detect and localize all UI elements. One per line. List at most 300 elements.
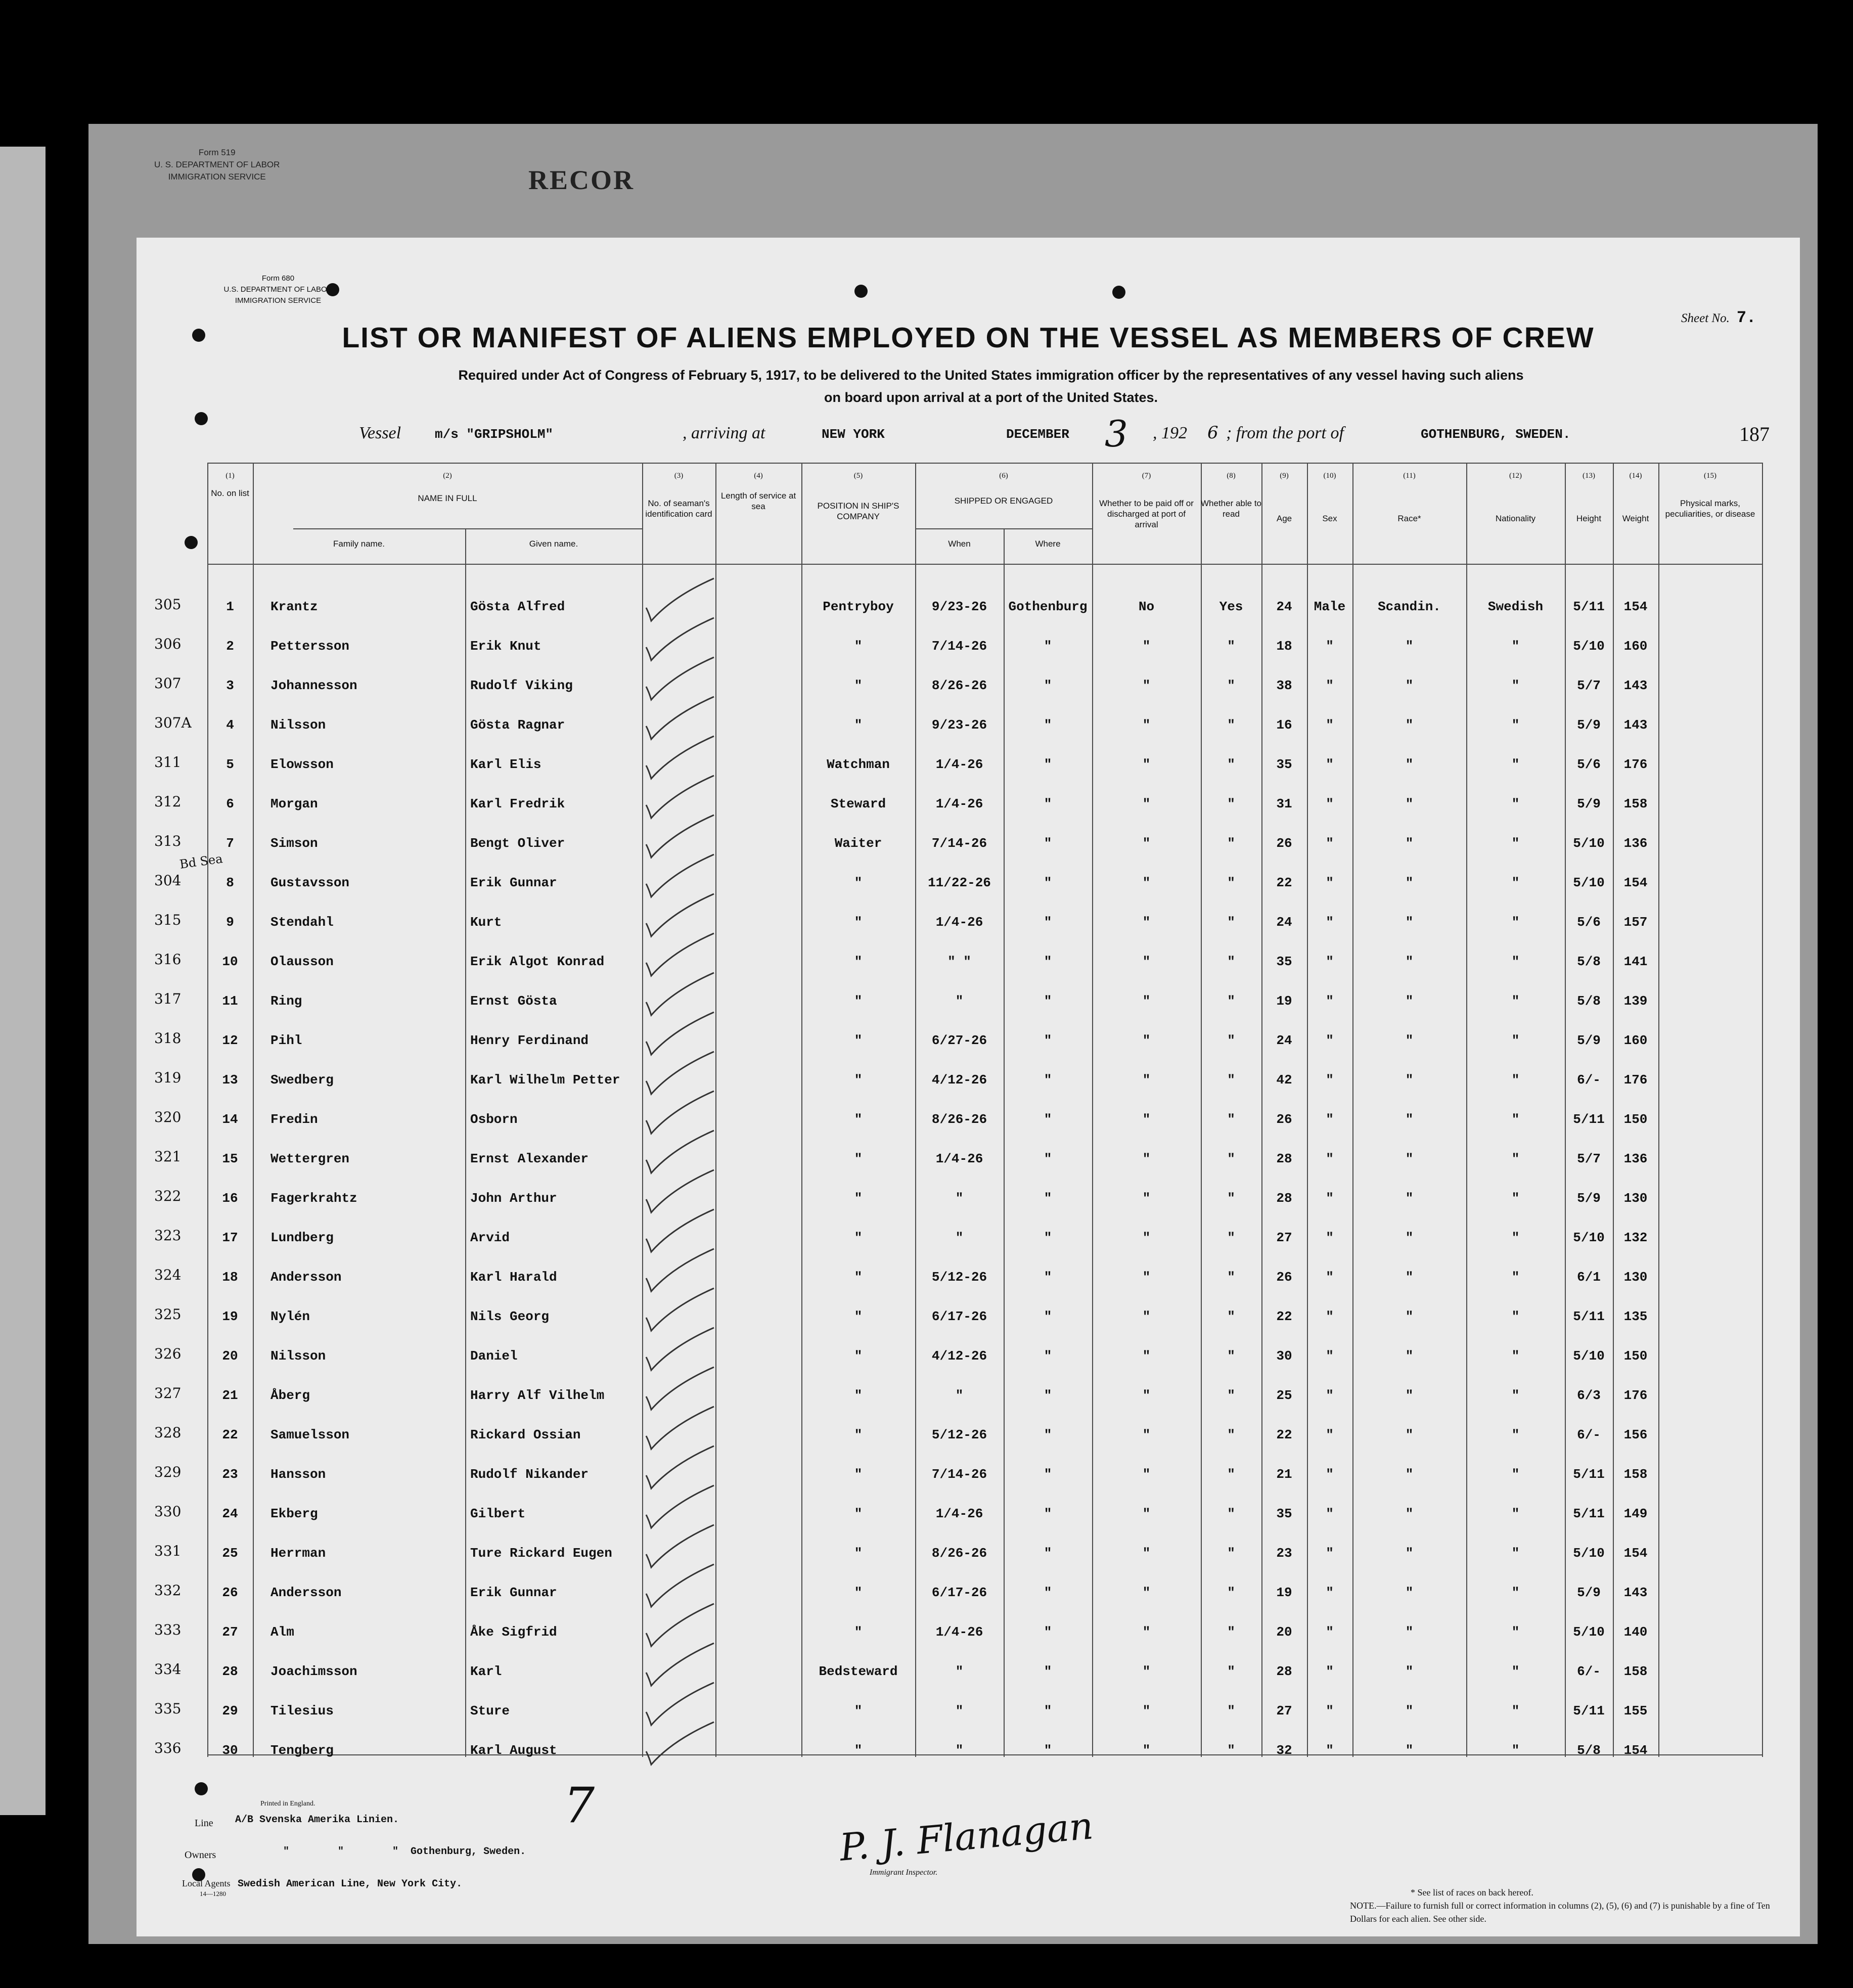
manifest-page [137, 238, 1800, 1936]
able-to-read: " [1227, 1270, 1235, 1285]
position: " [854, 993, 863, 1009]
margin-reference-number: 322 [154, 1188, 182, 1204]
race: " [1405, 1467, 1414, 1482]
row-number: 4 [226, 717, 234, 733]
able-to-read: " [1227, 1467, 1235, 1482]
given-name: Karl August [470, 1743, 557, 1758]
sheet-number-label: Sheet No. [1681, 311, 1730, 325]
position: " [854, 1506, 863, 1521]
row-number: 27 [222, 1624, 238, 1640]
given-name: Erik Algot Konrad [470, 954, 605, 969]
family-name: Alm [270, 1624, 294, 1640]
shipped-when: " [955, 1664, 964, 1679]
able-to-read: " [1227, 1033, 1235, 1048]
height: 5/6 [1577, 915, 1601, 930]
able-to-read: " [1227, 1309, 1235, 1324]
race: " [1405, 875, 1414, 890]
row-number: 14 [222, 1112, 238, 1127]
shipped-when: 9/23-26 [931, 599, 987, 614]
table-rule [1352, 463, 1353, 1757]
height: 5/11 [1573, 599, 1605, 614]
able-to-read: " [1227, 836, 1235, 851]
position: Steward [830, 796, 886, 811]
nationality: " [1511, 836, 1520, 851]
shipped-where: " [1044, 1112, 1052, 1127]
age: 28 [1276, 1151, 1292, 1166]
shipped-where: " [1044, 1467, 1052, 1482]
nationality: " [1511, 993, 1520, 1009]
race: " [1405, 1664, 1414, 1679]
nationality: " [1511, 1072, 1520, 1088]
shipped-where: " [1044, 1664, 1052, 1679]
margin-reference-number: 320 [154, 1109, 182, 1125]
table-rule [801, 463, 802, 1757]
sex: " [1326, 1664, 1334, 1679]
header-given-name: Given name. [529, 539, 578, 549]
weight: 149 [1623, 1506, 1648, 1521]
race: " [1405, 1191, 1414, 1206]
shipped-where: " [1044, 1624, 1052, 1640]
age: 23 [1276, 1546, 1292, 1561]
weight: 155 [1623, 1703, 1648, 1719]
height: 6/3 [1577, 1388, 1601, 1403]
nationality: " [1511, 1191, 1520, 1206]
table-rule [1762, 463, 1763, 1757]
shipped-when: 1/4-26 [935, 915, 983, 930]
shipped-where: " [1044, 678, 1052, 693]
header-paid-off: Whether to be paid off or discharged at port of arrival [1099, 499, 1194, 529]
column-number: (13) [1583, 472, 1595, 480]
given-name: Kurt [470, 915, 502, 930]
agents-value: Swedish American Line, New York City. [238, 1878, 463, 1890]
age: 35 [1276, 1506, 1292, 1521]
height: 5/8 [1577, 993, 1601, 1009]
nationality: " [1511, 717, 1520, 733]
given-name: Gösta Alfred [470, 599, 565, 614]
row-number: 29 [222, 1703, 238, 1719]
shipped-where: " [1044, 1703, 1052, 1719]
margin-reference-number: 306 [154, 636, 182, 652]
weight: 160 [1623, 639, 1648, 654]
sex: " [1326, 875, 1334, 890]
paid-off: " [1142, 1467, 1151, 1482]
shipped-when: 7/14-26 [931, 836, 987, 851]
margin-reference-number: 326 [154, 1345, 182, 1362]
age: 19 [1276, 1585, 1292, 1600]
position: " [854, 1151, 863, 1166]
race: " [1405, 678, 1414, 693]
table-rule [1466, 463, 1467, 1757]
table-rule [253, 463, 254, 1757]
year-prefix: , 192 [1153, 424, 1187, 442]
given-name: Erik Knut [470, 639, 541, 654]
height: 6/- [1577, 1427, 1601, 1442]
table-rule [465, 528, 466, 1757]
weight: 132 [1623, 1230, 1648, 1245]
given-name: Nils Georg [470, 1309, 550, 1324]
position: " [854, 1703, 863, 1719]
shipped-when: 1/4-26 [935, 1151, 983, 1166]
row-number: 2 [226, 639, 234, 654]
age: 28 [1276, 1191, 1292, 1206]
age: 31 [1276, 796, 1292, 811]
family-name: Elowsson [270, 757, 334, 772]
family-name: Morgan [270, 796, 318, 811]
race: " [1405, 1585, 1414, 1600]
given-name: Ernst Gösta [470, 993, 557, 1009]
column-number: (14) [1629, 472, 1642, 480]
punch-hole [185, 536, 198, 549]
paid-off: " [1142, 1191, 1151, 1206]
sheet-number-value: 7. [1736, 308, 1756, 327]
row-number: 28 [222, 1664, 238, 1679]
column-number: (15) [1704, 472, 1716, 480]
underlying-form-header [154, 147, 280, 183]
sex: " [1326, 639, 1334, 654]
shipped-when: " [955, 1703, 964, 1719]
header-when: When [948, 539, 971, 549]
family-name: Pettersson [270, 639, 350, 654]
paid-off: " [1142, 1309, 1151, 1324]
shipped-when: 9/23-26 [931, 717, 987, 733]
margin-reference-number: 330 [154, 1503, 182, 1520]
paid-off: " [1142, 1506, 1151, 1521]
margin-reference-number: 311 [154, 754, 182, 771]
shipped-when: 7/14-26 [931, 1467, 987, 1482]
race: Scandin. [1378, 599, 1441, 614]
weight: 141 [1623, 954, 1648, 969]
position: " [854, 678, 863, 693]
position: " [854, 954, 863, 969]
nationality: " [1511, 875, 1520, 890]
race: " [1405, 1427, 1414, 1442]
footer-notes [1350, 1886, 1785, 1925]
shipped-when: 8/26-26 [931, 678, 987, 693]
column-number: (11) [1403, 472, 1416, 480]
family-name: Ekberg [270, 1506, 318, 1521]
margin-reference-number: 332 [154, 1582, 182, 1599]
margin-reference-number: 323 [154, 1227, 182, 1244]
checkmark-icon [642, 1720, 718, 1768]
nationality: " [1511, 678, 1520, 693]
weight: 140 [1623, 1624, 1648, 1640]
table-rule [1092, 463, 1093, 1757]
paid-off: " [1142, 1664, 1151, 1679]
family-name: Wettergren [270, 1151, 350, 1166]
able-to-read: Yes [1219, 599, 1243, 614]
race: " [1405, 915, 1414, 930]
nationality: " [1511, 1112, 1520, 1127]
race: " [1405, 717, 1414, 733]
arrival-day: 3 [1105, 413, 1128, 455]
race: " [1405, 836, 1414, 851]
given-name: Rudolf Viking [470, 678, 573, 693]
able-to-read: " [1227, 1585, 1235, 1600]
family-name: Nilsson [270, 1348, 326, 1364]
shipped-when: 5/12-26 [931, 1270, 987, 1285]
underlying-form-department: U. S. DEPARTMENT OF LABOR [154, 160, 280, 169]
able-to-read: " [1227, 796, 1235, 811]
table-rule [1658, 463, 1659, 1757]
weight: 158 [1623, 1467, 1648, 1482]
sex: " [1326, 915, 1334, 930]
able-to-read: " [1227, 717, 1235, 733]
page-number: 187 [1739, 423, 1770, 445]
row-number: 22 [222, 1427, 238, 1442]
adjacent-page-edge [0, 147, 46, 1815]
able-to-read: " [1227, 1624, 1235, 1640]
paid-off: " [1142, 1151, 1151, 1166]
age: 24 [1276, 599, 1292, 614]
able-to-read: " [1227, 1703, 1235, 1719]
position: " [854, 1467, 863, 1482]
header-family-name: Family name. [333, 539, 385, 549]
given-name: Ture Rickard Eugen [470, 1546, 612, 1561]
sex: " [1326, 1309, 1334, 1324]
margin-reference-number: 333 [154, 1621, 182, 1638]
weight: 158 [1623, 796, 1648, 811]
position: Waiter [834, 836, 882, 851]
weight: 154 [1623, 875, 1648, 890]
able-to-read: " [1227, 757, 1235, 772]
shipped-when: " [955, 1230, 964, 1245]
paid-off: " [1142, 1546, 1151, 1561]
age: 26 [1276, 1112, 1292, 1127]
year-digit: 6 [1207, 423, 1218, 443]
able-to-read: " [1227, 1427, 1235, 1442]
given-name: Karl Fredrik [470, 796, 565, 811]
nationality: " [1511, 1033, 1520, 1048]
weight: 136 [1623, 836, 1648, 851]
family-name: Nilsson [270, 717, 326, 733]
header-bottom-rule [207, 564, 1762, 565]
margin-reference-number: 318 [154, 1030, 182, 1047]
position: Bedsteward [819, 1664, 898, 1679]
row-number: 19 [222, 1309, 238, 1324]
weight: 176 [1623, 1388, 1648, 1403]
paid-off: " [1142, 1585, 1151, 1600]
age: 27 [1276, 1230, 1292, 1245]
departure-port: GOTHENBURG, SWEDEN. [1421, 427, 1571, 442]
given-name: Osborn [470, 1112, 518, 1127]
paid-off: " [1142, 1112, 1151, 1127]
page-title: LIST OR MANIFEST OF ALIENS EMPLOYED ON THE VESSEL AS MEMBERS OF CREW [342, 322, 1595, 354]
header-no-on-list: No. on list [211, 488, 249, 498]
able-to-read: " [1227, 1230, 1235, 1245]
shipped-when: 1/4-26 [935, 1624, 983, 1640]
shipped-where: " [1044, 875, 1052, 890]
shipped-when: " [955, 1388, 964, 1403]
weight: 136 [1623, 1151, 1648, 1166]
age: 35 [1276, 757, 1292, 772]
height: 5/11 [1573, 1467, 1605, 1482]
paid-off: " [1142, 678, 1151, 693]
position: " [854, 1388, 863, 1403]
shipped-where: " [1044, 1585, 1052, 1600]
shipped-where: " [1044, 1388, 1052, 1403]
shipped-when: 6/27-26 [931, 1033, 987, 1048]
weight: 143 [1623, 717, 1648, 733]
height: 5/11 [1573, 1703, 1605, 1719]
vessel-name: m/s "GRIPSHOLM" [435, 427, 554, 442]
shipped-where: " [1044, 915, 1052, 930]
margin-reference-number: 327 [154, 1385, 182, 1402]
table-rule [1261, 463, 1262, 1757]
margin-reference-number: 328 [154, 1424, 182, 1441]
sex: " [1326, 1427, 1334, 1442]
table-rule [1565, 463, 1566, 1757]
header-nationality: Nationality [1495, 514, 1536, 523]
header-service-length: Length of service at sea [720, 491, 796, 511]
position: " [854, 639, 863, 654]
row-number: 20 [222, 1348, 238, 1364]
row-number: 23 [222, 1467, 238, 1482]
paid-off: " [1142, 1072, 1151, 1088]
row-number: 9 [226, 915, 234, 930]
age: 22 [1276, 875, 1292, 890]
given-name: Rudolf Nikander [470, 1467, 589, 1482]
paid-off: " [1142, 954, 1151, 969]
paid-off: " [1142, 796, 1151, 811]
weight: 130 [1623, 1191, 1648, 1206]
position: " [854, 1624, 863, 1640]
margin-reference-number: 313 [154, 833, 182, 849]
margin-reference-number: 317 [154, 990, 182, 1007]
family-name: Fredin [270, 1112, 318, 1127]
shipped-where: " [1044, 1230, 1052, 1245]
margin-reference-number: 334 [154, 1661, 182, 1678]
shipped-where: " [1044, 1506, 1052, 1521]
height: 5/11 [1573, 1506, 1605, 1521]
able-to-read: " [1227, 1664, 1235, 1679]
family-name: Lundberg [270, 1230, 334, 1245]
row-number: 21 [222, 1388, 238, 1403]
page-subtitle [364, 364, 1618, 409]
table-rule [1307, 463, 1308, 1757]
position: " [854, 915, 863, 930]
header-id-card: No. of seaman's identification card [645, 499, 712, 519]
age: 16 [1276, 717, 1292, 733]
height: 5/7 [1577, 678, 1601, 693]
sex: " [1326, 1348, 1334, 1364]
paid-off: " [1142, 717, 1151, 733]
height: 5/10 [1573, 1624, 1605, 1640]
given-name: Harry Alf Vilhelm [470, 1388, 605, 1403]
sex: " [1326, 1230, 1334, 1245]
form-number: Form 680 [261, 274, 295, 283]
given-name: Sture [470, 1703, 510, 1719]
shipped-when: 11/22-26 [928, 875, 991, 890]
given-name: Karl Harald [470, 1270, 557, 1285]
given-name: Rickard Ossian [470, 1427, 581, 1442]
position: " [854, 1230, 863, 1245]
owners-value: " " " Gothenburg, Sweden. [283, 1846, 526, 1858]
sex: " [1326, 1151, 1334, 1166]
shipped-where: " [1044, 639, 1052, 654]
header-height: Height [1576, 514, 1602, 523]
weight: 135 [1623, 1309, 1648, 1324]
paid-off: No [1138, 599, 1155, 614]
row-number: 5 [226, 757, 234, 772]
shipped-when: " [955, 1743, 964, 1758]
weight: 156 [1623, 1427, 1648, 1442]
given-name: Gösta Ragnar [470, 717, 565, 733]
sex: " [1326, 1033, 1334, 1048]
height: 6/- [1577, 1664, 1601, 1679]
nationality: " [1511, 1664, 1520, 1679]
position: " [854, 1033, 863, 1048]
race: " [1405, 1348, 1414, 1364]
able-to-read: " [1227, 954, 1235, 969]
position: " [854, 717, 863, 733]
sex: " [1326, 1270, 1334, 1285]
height: 5/9 [1577, 1585, 1601, 1600]
shipped-where: " [1044, 1270, 1052, 1285]
given-name: Arvid [470, 1230, 510, 1245]
race: " [1405, 1270, 1414, 1285]
weight: 176 [1623, 757, 1648, 772]
position: " [854, 1112, 863, 1127]
nationality: " [1511, 954, 1520, 969]
shipped-when: 7/14-26 [931, 639, 987, 654]
nationality: Swedish [1487, 599, 1544, 614]
shipped-where: " [1044, 796, 1052, 811]
shipped-where: " [1044, 1151, 1052, 1166]
nationality: " [1511, 1151, 1520, 1166]
position: " [854, 1743, 863, 1758]
race: " [1405, 1703, 1414, 1719]
given-name: Erik Gunnar [470, 875, 557, 890]
header-name-in-full: NAME IN FULL [418, 493, 477, 503]
header-weight: Weight [1622, 514, 1649, 523]
sex: " [1326, 1191, 1334, 1206]
height: 5/11 [1573, 1309, 1605, 1324]
given-name: Karl Wilhelm Petter [470, 1072, 620, 1088]
shipped-when: " [955, 1191, 964, 1206]
sex: " [1326, 1072, 1334, 1088]
family-name: Pihl [270, 1033, 302, 1048]
shipped-where: " [1044, 1072, 1052, 1088]
punch-hole [195, 1782, 208, 1795]
family-name: Gustavsson [270, 875, 350, 890]
race-note: * See list of races on back hereof. [1411, 1887, 1533, 1897]
age: 32 [1276, 1743, 1292, 1758]
sex: " [1326, 1506, 1334, 1521]
column-number: (12) [1509, 472, 1522, 480]
row-number: 16 [222, 1191, 238, 1206]
header-physical-marks: Physical marks, peculiarities, or disease [1665, 499, 1755, 519]
table-rule [1004, 528, 1005, 1757]
table-rule [1613, 463, 1614, 1757]
weight: 154 [1623, 1743, 1648, 1758]
sex: " [1326, 1546, 1334, 1561]
shipped-when: 8/26-26 [931, 1112, 987, 1127]
row-number: 25 [222, 1546, 238, 1561]
row-number: 3 [226, 678, 234, 693]
shipped-where: " [1044, 1743, 1052, 1758]
row-number: 26 [222, 1585, 238, 1600]
inspector-label: Immigrant Inspector. [870, 1868, 938, 1877]
header-age: Age [1276, 514, 1292, 523]
inspector-signature: P. J. Flanagan [838, 1804, 1095, 1870]
column-number: (8) [1227, 472, 1236, 480]
age: 26 [1276, 836, 1292, 851]
column-number: (2) [443, 472, 452, 480]
column-number: (6) [999, 472, 1008, 480]
shipped-when: 4/12-26 [931, 1072, 987, 1088]
row-number: 13 [222, 1072, 238, 1088]
given-name: Erik Gunnar [470, 1585, 557, 1600]
